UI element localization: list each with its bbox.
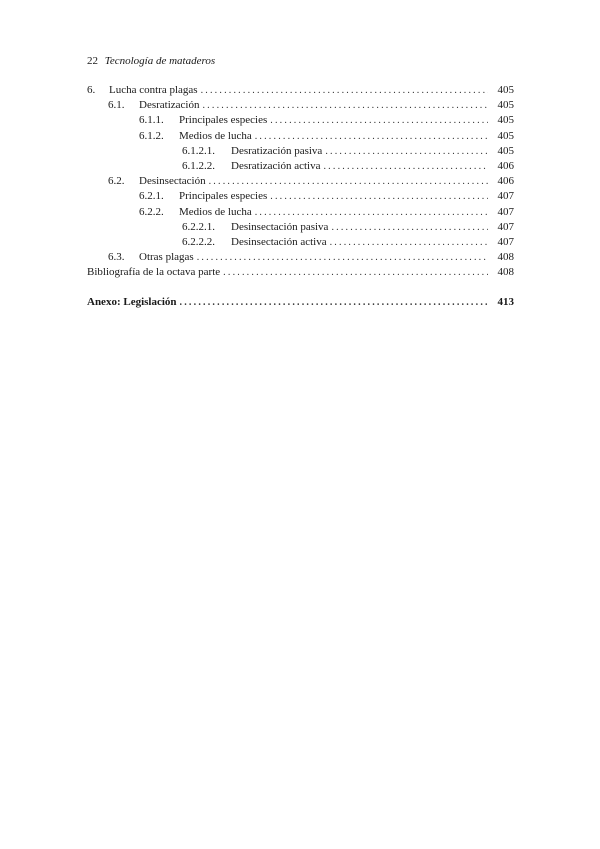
toc-entry[interactable] <box>87 295 514 310</box>
toc-entry-title: Bibliografía de la octava parte <box>87 266 221 279</box>
toc-entry-number: 6.1.2. <box>139 129 164 142</box>
dot-leader <box>255 205 488 220</box>
toc-entry-page: 406 <box>497 159 514 172</box>
toc-entry[interactable] <box>87 189 514 204</box>
toc-entry[interactable] <box>87 159 514 174</box>
toc-entry-title: Desinsectación <box>139 175 206 188</box>
toc-entry[interactable] <box>87 98 514 113</box>
page-number: 22 <box>87 55 98 67</box>
toc-entry[interactable] <box>87 205 514 220</box>
toc-entry[interactable] <box>87 235 514 250</box>
toc-entry-number: 6.2.1. <box>139 190 164 203</box>
toc-entry-number: 6. <box>87 84 96 96</box>
dot-leader <box>323 159 488 174</box>
toc-entry-title: Desratización <box>139 99 200 112</box>
toc-entry-page: 413 <box>497 296 514 309</box>
toc-entry-number: 6.2.2. <box>139 205 164 218</box>
toc-spacer <box>87 280 514 295</box>
toc-entry-number: 6.2. <box>108 175 125 188</box>
running-header <box>87 54 215 68</box>
toc-entry-title: Anexo: Legislación <box>87 296 177 309</box>
toc-entry-title: Desinsectación activa <box>231 235 327 248</box>
dot-leader <box>331 220 488 235</box>
dot-leader <box>223 265 488 280</box>
toc-entry[interactable] <box>87 129 514 144</box>
toc-entry[interactable] <box>87 220 514 235</box>
toc-entry-title: Otras plagas <box>139 251 194 264</box>
dot-leader <box>197 250 488 265</box>
dot-leader <box>202 98 488 113</box>
toc-entry-number: 6.1. <box>108 99 125 112</box>
dot-leader <box>325 144 488 159</box>
toc-entry-page: 406 <box>497 175 514 188</box>
toc-entry-number: 6.2.2.2. <box>182 235 215 248</box>
toc-entry[interactable] <box>87 113 514 128</box>
toc-entry-page: 405 <box>497 114 514 127</box>
toc-entry-number: 6.1.2.2. <box>182 159 215 172</box>
dot-leader <box>270 113 488 128</box>
toc-entry-page: 405 <box>497 129 514 142</box>
toc-entry-number: 6.2.2.1. <box>182 220 215 233</box>
toc-entry-number: 6.1.2.1. <box>182 144 215 157</box>
book-title: Tecnología de mataderos <box>104 55 216 67</box>
toc-entry[interactable] <box>87 83 514 98</box>
toc-entry[interactable] <box>87 174 514 189</box>
toc-entry-number: 6.1.1. <box>139 114 164 127</box>
toc-entry-title: Desratización pasiva <box>231 144 323 157</box>
dot-leader <box>330 235 488 250</box>
dot-leader <box>255 129 488 144</box>
toc-entry-title: Desinsectación pasiva <box>231 220 329 233</box>
toc-entry-page: 405 <box>497 99 514 112</box>
table-of-contents <box>87 83 514 311</box>
dot-leader <box>209 174 488 189</box>
toc-entry-page: 407 <box>497 235 514 248</box>
toc-entry-number: 6.3. <box>108 251 125 264</box>
toc-entry-page: 407 <box>497 220 514 233</box>
toc-entry-page: 407 <box>497 205 514 218</box>
dot-leader <box>270 189 488 204</box>
toc-entry[interactable] <box>87 144 514 159</box>
toc-entry[interactable] <box>87 250 514 265</box>
toc-entry-title: Principales especies <box>179 114 268 127</box>
toc-entry-page: 405 <box>497 84 514 96</box>
toc-entry-title: Medios de lucha <box>179 129 252 142</box>
dot-leader <box>201 83 488 98</box>
toc-entry-page: 408 <box>497 266 514 279</box>
toc-entry[interactable] <box>87 265 514 280</box>
dot-leader <box>180 295 488 310</box>
toc-entry-title: Lucha contra plagas <box>109 84 198 96</box>
toc-entry-page: 408 <box>497 251 514 264</box>
toc-entry-title: Desratización activa <box>231 159 321 172</box>
toc-entry-title: Principales especies <box>179 190 268 203</box>
toc-entry-page: 405 <box>497 144 514 157</box>
toc-entry-title: Medios de lucha <box>179 205 252 218</box>
toc-entry-page: 407 <box>497 190 514 203</box>
